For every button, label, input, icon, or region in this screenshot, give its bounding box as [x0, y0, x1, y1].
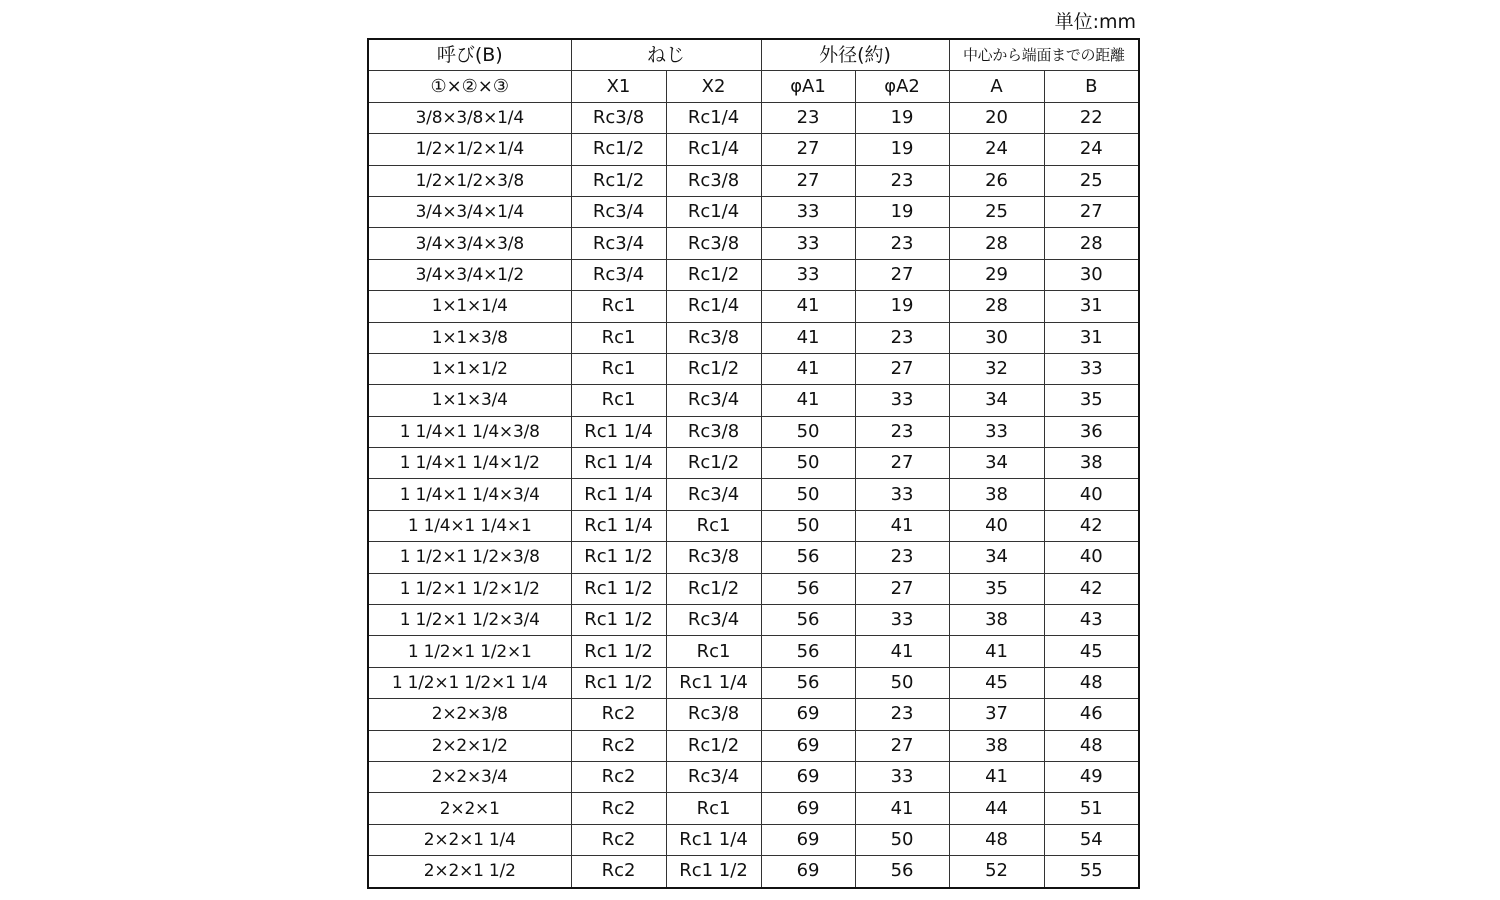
table-row: [368, 196, 1139, 227]
cell-nominal: 1×1×3/4: [368, 385, 571, 416]
cell-a2: 27: [855, 353, 949, 384]
table-row: [368, 510, 1139, 541]
cell-x1: Rc2: [571, 761, 666, 792]
cell-x1: Rc3/4: [571, 196, 666, 227]
cell-x1: Rc1 1/2: [571, 667, 666, 698]
table-row: [368, 353, 1139, 384]
cell-a2: 19: [855, 102, 949, 133]
cell-a: 26: [949, 165, 1044, 196]
cell-b: 55: [1044, 856, 1139, 888]
cell-a: 34: [949, 542, 1044, 573]
cell-a: 41: [949, 636, 1044, 667]
cell-b: 51: [1044, 793, 1139, 824]
cell-nominal: 3/4×3/4×3/8: [368, 228, 571, 259]
cell-nominal: 1 1/2×1 1/2×1 1/4: [368, 667, 571, 698]
table-row: [368, 730, 1139, 761]
cell-a: 29: [949, 259, 1044, 290]
cell-a: 34: [949, 385, 1044, 416]
cell-a2: 33: [855, 605, 949, 636]
cell-a1: 56: [761, 542, 855, 573]
table-header: [368, 39, 1139, 102]
cell-a: 28: [949, 228, 1044, 259]
header-a1: φA1: [761, 71, 855, 102]
cell-x1: Rc1 1/4: [571, 416, 666, 447]
cell-nominal: 3/4×3/4×1/2: [368, 259, 571, 290]
cell-a1: 41: [761, 291, 855, 322]
cell-nominal: 3/4×3/4×1/4: [368, 196, 571, 227]
table-row: [368, 385, 1139, 416]
header-row-1: [368, 39, 1139, 71]
cell-a1: 69: [761, 761, 855, 792]
cell-x2: Rc1 1/2: [666, 856, 761, 888]
cell-a: 30: [949, 322, 1044, 353]
cell-a2: 27: [855, 448, 949, 479]
cell-x2: Rc1/2: [666, 730, 761, 761]
cell-x1: Rc2: [571, 730, 666, 761]
cell-a1: 41: [761, 353, 855, 384]
cell-a: 34: [949, 448, 1044, 479]
cell-a: 45: [949, 667, 1044, 698]
header-nominal: 呼び(B): [368, 39, 571, 71]
table-row: [368, 699, 1139, 730]
cell-b: 43: [1044, 605, 1139, 636]
cell-nominal: 1 1/4×1 1/4×3/8: [368, 416, 571, 447]
cell-x2: Rc3/8: [666, 322, 761, 353]
cell-x1: Rc2: [571, 824, 666, 855]
header-b: B: [1044, 71, 1139, 102]
cell-x2: Rc1/4: [666, 134, 761, 165]
cell-x1: Rc1/2: [571, 134, 666, 165]
cell-x1: Rc1 1/2: [571, 573, 666, 604]
cell-a: 38: [949, 479, 1044, 510]
cell-x2: Rc3/4: [666, 479, 761, 510]
cell-a2: 27: [855, 730, 949, 761]
cell-b: 48: [1044, 730, 1139, 761]
cell-x1: Rc3/4: [571, 228, 666, 259]
cell-a1: 56: [761, 636, 855, 667]
cell-a: 20: [949, 102, 1044, 133]
cell-nominal: 1 1/2×1 1/2×3/8: [368, 542, 571, 573]
cell-x1: Rc1 1/2: [571, 636, 666, 667]
table-row: [368, 259, 1139, 290]
cell-a1: 33: [761, 259, 855, 290]
cell-x2: Rc1/2: [666, 259, 761, 290]
cell-a: 48: [949, 824, 1044, 855]
cell-a2: 23: [855, 165, 949, 196]
cell-x2: Rc1/2: [666, 353, 761, 384]
cell-nominal: 2×2×3/8: [368, 699, 571, 730]
cell-a: 52: [949, 856, 1044, 888]
cell-a1: 50: [761, 510, 855, 541]
header-outer-diameter: 外径(約): [761, 39, 949, 71]
cell-b: 45: [1044, 636, 1139, 667]
cell-nominal: 1 1/4×1 1/4×1: [368, 510, 571, 541]
cell-x1: Rc1/2: [571, 165, 666, 196]
cell-b: 22: [1044, 102, 1139, 133]
cell-b: 54: [1044, 824, 1139, 855]
cell-x2: Rc1/2: [666, 448, 761, 479]
table-body: [368, 102, 1139, 887]
cell-a1: 56: [761, 605, 855, 636]
cell-nominal: 1/2×1/2×1/4: [368, 134, 571, 165]
cell-nominal: 1/2×1/2×3/8: [368, 165, 571, 196]
cell-a2: 41: [855, 793, 949, 824]
cell-nominal: 1 1/4×1 1/4×1/2: [368, 448, 571, 479]
cell-x2: Rc1/4: [666, 102, 761, 133]
cell-a: 32: [949, 353, 1044, 384]
cell-x2: Rc3/8: [666, 416, 761, 447]
table-row: [368, 448, 1139, 479]
cell-a: 28: [949, 291, 1044, 322]
cell-x1: Rc2: [571, 856, 666, 888]
table-row: [368, 228, 1139, 259]
cell-b: 27: [1044, 196, 1139, 227]
cell-a1: 69: [761, 699, 855, 730]
cell-b: 25: [1044, 165, 1139, 196]
table-row: [368, 761, 1139, 792]
cell-nominal: 1 1/2×1 1/2×1: [368, 636, 571, 667]
cell-a1: 23: [761, 102, 855, 133]
header-a2: φA2: [855, 71, 949, 102]
table-row: [368, 416, 1139, 447]
cell-nominal: 1×1×1/2: [368, 353, 571, 384]
cell-b: 28: [1044, 228, 1139, 259]
table-row: [368, 605, 1139, 636]
table-row: [368, 102, 1139, 133]
cell-a2: 33: [855, 385, 949, 416]
header-x1: X1: [571, 71, 666, 102]
cell-x2: Rc1 1/4: [666, 667, 761, 698]
cell-a: 33: [949, 416, 1044, 447]
cell-a: 35: [949, 573, 1044, 604]
cell-x2: Rc1 1/4: [666, 824, 761, 855]
cell-x1: Rc3/4: [571, 259, 666, 290]
cell-x2: Rc1: [666, 510, 761, 541]
cell-a: 41: [949, 761, 1044, 792]
cell-a2: 56: [855, 856, 949, 888]
cell-b: 46: [1044, 699, 1139, 730]
cell-b: 40: [1044, 542, 1139, 573]
cell-a2: 23: [855, 699, 949, 730]
cell-x1: Rc1 1/4: [571, 448, 666, 479]
cell-nominal: 1 1/2×1 1/2×1/2: [368, 573, 571, 604]
cell-x2: Rc3/8: [666, 228, 761, 259]
cell-b: 42: [1044, 573, 1139, 604]
cell-a1: 69: [761, 793, 855, 824]
header-row-2: [368, 71, 1139, 102]
cell-x1: Rc1 1/2: [571, 605, 666, 636]
cell-a1: 33: [761, 228, 855, 259]
spec-table: [367, 38, 1140, 889]
table-row: [368, 636, 1139, 667]
cell-x2: Rc3/4: [666, 761, 761, 792]
cell-b: 30: [1044, 259, 1139, 290]
cell-a: 38: [949, 605, 1044, 636]
cell-a1: 50: [761, 448, 855, 479]
cell-nominal: 2×2×1/2: [368, 730, 571, 761]
cell-x2: Rc1/4: [666, 291, 761, 322]
cell-a: 24: [949, 134, 1044, 165]
cell-b: 31: [1044, 291, 1139, 322]
table-row: [368, 165, 1139, 196]
cell-a1: 69: [761, 856, 855, 888]
unit-label: 単位:mm: [1054, 11, 1136, 33]
header-thread: ねじ: [571, 39, 761, 71]
cell-x1: Rc1 1/2: [571, 542, 666, 573]
cell-nominal: 1×1×3/8: [368, 322, 571, 353]
cell-a2: 50: [855, 667, 949, 698]
cell-b: 40: [1044, 479, 1139, 510]
table-row: [368, 479, 1139, 510]
cell-x1: Rc1: [571, 291, 666, 322]
cell-a1: 69: [761, 730, 855, 761]
cell-a: 38: [949, 730, 1044, 761]
cell-a2: 23: [855, 322, 949, 353]
cell-a1: 41: [761, 385, 855, 416]
cell-a2: 41: [855, 510, 949, 541]
cell-x2: Rc1/4: [666, 196, 761, 227]
cell-b: 35: [1044, 385, 1139, 416]
cell-b: 36: [1044, 416, 1139, 447]
cell-nominal: 2×2×1 1/2: [368, 856, 571, 888]
cell-x2: Rc3/8: [666, 699, 761, 730]
cell-a2: 19: [855, 196, 949, 227]
cell-nominal: 3/8×3/8×1/4: [368, 102, 571, 133]
cell-x2: Rc3/4: [666, 605, 761, 636]
cell-x1: Rc1 1/4: [571, 510, 666, 541]
cell-nominal: 1×1×1/4: [368, 291, 571, 322]
cell-b: 49: [1044, 761, 1139, 792]
cell-a1: 41: [761, 322, 855, 353]
cell-b: 33: [1044, 353, 1139, 384]
table-row: [368, 667, 1139, 698]
header-center-distance: 中心から端面までの距離: [949, 39, 1139, 71]
cell-b: 24: [1044, 134, 1139, 165]
cell-a2: 41: [855, 636, 949, 667]
cell-x2: Rc3/8: [666, 165, 761, 196]
cell-a2: 27: [855, 573, 949, 604]
cell-a1: 27: [761, 165, 855, 196]
cell-a2: 23: [855, 542, 949, 573]
cell-a2: 23: [855, 416, 949, 447]
table-row: [368, 134, 1139, 165]
cell-a2: 33: [855, 479, 949, 510]
cell-x1: Rc1 1/4: [571, 479, 666, 510]
cell-x2: Rc3/4: [666, 385, 761, 416]
cell-b: 48: [1044, 667, 1139, 698]
cell-a2: 19: [855, 134, 949, 165]
header-x2: X2: [666, 71, 761, 102]
table-row: [368, 856, 1139, 888]
cell-x1: Rc1: [571, 385, 666, 416]
cell-x1: Rc3/8: [571, 102, 666, 133]
cell-x1: Rc1: [571, 322, 666, 353]
cell-b: 42: [1044, 510, 1139, 541]
cell-x2: Rc3/8: [666, 542, 761, 573]
cell-b: 38: [1044, 448, 1139, 479]
cell-a2: 19: [855, 291, 949, 322]
table-row: [368, 573, 1139, 604]
cell-a2: 33: [855, 761, 949, 792]
table-row: [368, 793, 1139, 824]
cell-nominal: 2×2×1: [368, 793, 571, 824]
table-row: [368, 322, 1139, 353]
cell-x1: Rc1: [571, 353, 666, 384]
cell-nominal: 1 1/2×1 1/2×3/4: [368, 605, 571, 636]
cell-a: 25: [949, 196, 1044, 227]
cell-a1: 56: [761, 573, 855, 604]
cell-a2: 27: [855, 259, 949, 290]
cell-x1: Rc2: [571, 793, 666, 824]
cell-a1: 33: [761, 196, 855, 227]
cell-a: 37: [949, 699, 1044, 730]
cell-nominal: 2×2×3/4: [368, 761, 571, 792]
table-row: [368, 824, 1139, 855]
cell-x2: Rc1/2: [666, 573, 761, 604]
cell-b: 31: [1044, 322, 1139, 353]
cell-x1: Rc2: [571, 699, 666, 730]
cell-a1: 69: [761, 824, 855, 855]
cell-a1: 50: [761, 416, 855, 447]
cell-nominal: 1 1/4×1 1/4×3/4: [368, 479, 571, 510]
header-a: A: [949, 71, 1044, 102]
table-row: [368, 542, 1139, 573]
cell-a: 44: [949, 793, 1044, 824]
cell-nominal: 2×2×1 1/4: [368, 824, 571, 855]
cell-a: 40: [949, 510, 1044, 541]
cell-a2: 23: [855, 228, 949, 259]
cell-a1: 50: [761, 479, 855, 510]
cell-x2: Rc1: [666, 793, 761, 824]
cell-x2: Rc1: [666, 636, 761, 667]
cell-a1: 56: [761, 667, 855, 698]
table-row: [368, 291, 1139, 322]
cell-a1: 27: [761, 134, 855, 165]
header-nominal-sub: ①×②×③: [368, 71, 571, 102]
cell-a2: 50: [855, 824, 949, 855]
